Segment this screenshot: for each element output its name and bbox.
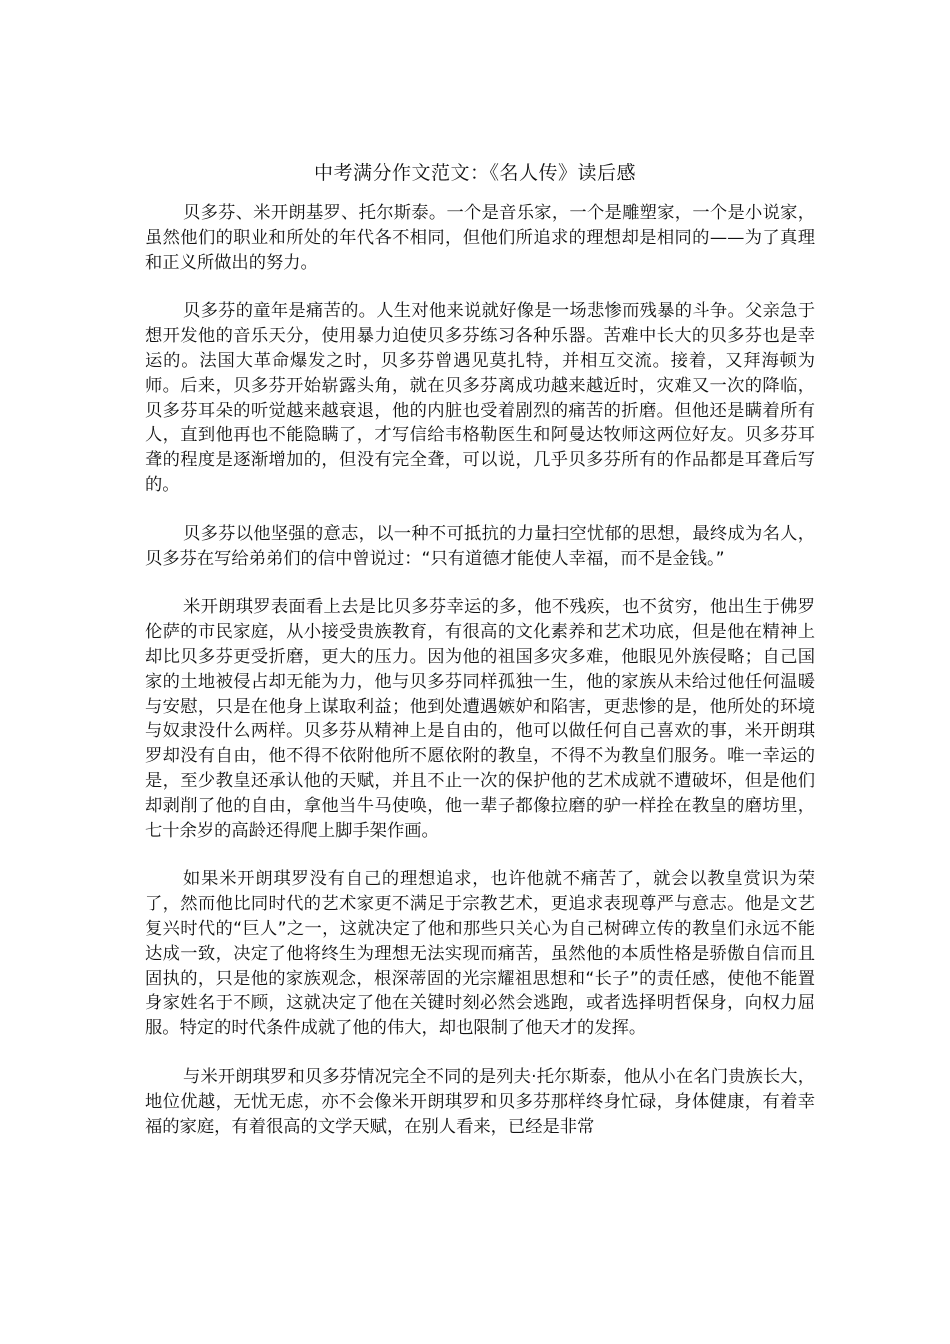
paragraph-3: 贝多芬以他坚强的意志，以一种不可抵抗的力量扫空忧郁的思想，最终成为名人，贝多芬在写给弟弟们的信中曾说过：“只有道德才能使人幸福，而不是金钱。” [145,523,815,569]
document-title: 中考满分作文范文：《名人传》读后感 [313,162,636,184]
paragraph-5: 如果米开朗琪罗没有自己的理想追求，也许他就不痛苦了，就会以教皇赏识为荣了，然而他比同时代的艺术家更不满足于宗教艺术，更追求表现尊严与意志。他是文艺复兴时代的“巨人”之一，这就决定了他和那些只关心为自己树碑立传的教皇们永远不能达成一致，决定了他将终生为理想无法实现而痛苦，虽然他的本质性格是骄傲自信而且固执的，只是他的家族观念，根深蒂固的光宗耀祖思想和“长子”的责任感，使他不能置身家姓名于不顾，这就决定了他在关键时刻必然会逃跑，或者选择明哲保身，向权力屈服。特定的时代条件成就了他的伟大，却也限制了他天才的发挥。 [145,869,815,1039]
article-body [145,201,815,1163]
paragraph-1: 贝多芬、米开朗基罗、托尔斯泰。一个是音乐家，一个是雕塑家，一个是小说家，虽然他们的职业和所处的年代各不相同，但他们所追求的理想却是相同的——为了真理和正义所做出的努力。 [145,203,815,273]
paragraph-6: 与米开朗琪罗和贝多芬情况完全不同的是列夫·托尔斯泰，他从小在名门贵族长大，地位优越，无忧无虑，亦不会像米开朗琪罗和贝多芬那样终身忙碌，身体健康，有着幸福的家庭，有着很高的文学天赋，在别人看来，已经是非常 [145,1066,815,1137]
paragraph-4: 米开朗琪罗表面看上去是比贝多芬幸运的多，他不残疾，也不贫穷，他出生于佛罗伦萨的市民家庭，从小接受贵族教育，有很高的文化素养和艺术功底，但是他在精神上却比贝多芬更受折磨，更大的压力。因为他的祖国多灾多难，他眼见外族侵略；自己国家的土地被侵占却无能为力，他与贝多芬同样孤独一生，他的家族从未给过他任何温暖与安慰，只是在他身上谋取利益；他到处遭遇嫉妒和陷害，更悲惨的是，他所处的环境与奴隶没什么两样。贝多芬从精神上是自由的，他可以做任何自己喜欢的事，米开朗琪罗却没有自由，他不得不依附他所不愿依附的教皇，不得不为教皇们服务。唯一幸运的是，至少教皇还承认他的天赋，并且不止一次的保护他的艺术成就不遭破坏，但是他们却剥削了他的自由，拿他当牛马使唤，他一辈子都像拉磨的驴一样拴在教皇的磨坊里，七十余岁的高龄还得爬上脚手架作画。 [145,597,815,841]
paragraph-2: 贝多芬的童年是痛苦的。人生对他来说就好像是一场悲惨而残暴的斗争。父亲急于想开发他的音乐天分，使用暴力迫使贝多芬练习各种乐器。苦难中长大的贝多芬也是幸运的。法国大革命爆发之时，贝多芬曾遇见莫扎特，并相互交流。接着，又拜海顿为师。后来，贝多芬开始崭露头角，就在贝多芬离成功越来越近时，灾难又一次的降临，贝多芬耳朵的听觉越来越衰退，他的内脏也受着剧烈的痛苦的折磨。但他还是瞒着所有人，直到他再也不能隐瞒了，才写信给韦格勒医生和阿曼达牧师这两位好友。贝多芬耳聋的程度是逐渐增加的，但没有完全聋，可以说，几乎贝多芬所有的作品都是耳聋后写的。 [145,301,815,495]
